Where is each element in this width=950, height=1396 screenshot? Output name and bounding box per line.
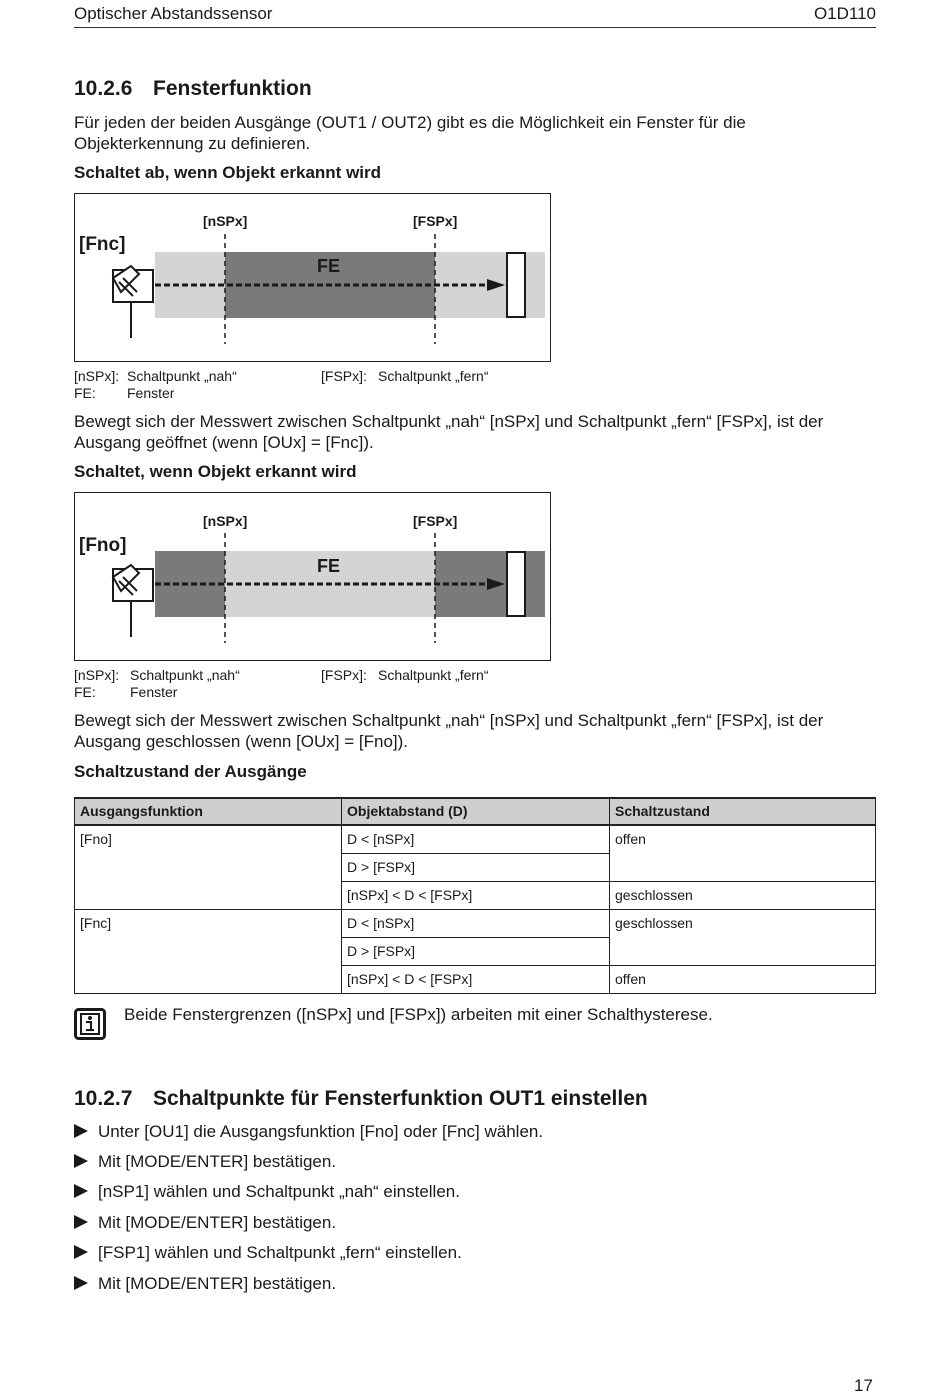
state-cell: offen: [610, 965, 876, 993]
section-number: 10.2.6: [74, 77, 133, 100]
target-object: [507, 253, 525, 317]
sensor-icon: [113, 266, 153, 338]
function-cell: [Fno]: [75, 825, 342, 909]
diagram-mode-label: [Fnc]: [79, 234, 126, 255]
near-switchpoint-label: [nSPx]: [203, 213, 248, 229]
legend-value: Schaltpunkt „nah“: [130, 667, 240, 683]
window-label: FE: [317, 556, 341, 576]
table-row: [75, 909, 876, 937]
state-cell: geschlossen: [610, 909, 876, 965]
step-text: Unter [OU1] die Ausgangsfunktion [Fno] oder [Fnc] wählen.: [98, 1122, 544, 1141]
step-arrow-icon: [74, 1124, 88, 1138]
legend-key: FE:: [74, 684, 96, 700]
step-text: Mit [MODE/ENTER] bestätigen.: [98, 1213, 337, 1232]
diagram-fnc: [74, 193, 551, 362]
switching-state-table: [74, 797, 876, 994]
step-arrow-icon: [74, 1184, 88, 1198]
target-object: [507, 552, 525, 616]
distance-cell: D > [FSPx]: [342, 853, 610, 881]
legend-value: Schaltpunkt „fern“: [378, 667, 489, 683]
step-arrow-icon: [74, 1245, 88, 1259]
far-switchpoint-label: [FSPx]: [413, 513, 458, 529]
step-text: [FSP1] wählen und Schaltpunkt „fern“ einstellen.: [98, 1243, 462, 1262]
state-cell: geschlossen: [610, 881, 876, 909]
section-title: Fensterfunktion: [153, 77, 312, 100]
header-doc-title: Optischer Abstandssensor: [74, 4, 273, 23]
sensor-icon: [113, 565, 153, 637]
diagram-fno: [74, 492, 551, 661]
legend-key: [FSPx]:: [321, 368, 367, 384]
legend-key: FE:: [74, 385, 96, 401]
distance-cell: [nSPx] < D < [FSPx]: [342, 965, 610, 993]
step-arrow-icon: [74, 1276, 88, 1290]
section-title: Schaltpunkte für Fensterfunktion OUT1 einstellen: [153, 1087, 648, 1110]
distance-cell: [nSPx] < D < [FSPx]: [342, 881, 610, 909]
subheading-fno: Schaltet, wenn Objekt erkannt wird: [74, 462, 357, 481]
legend-key: [FSPx]:: [321, 667, 367, 683]
distance-cell: D < [nSPx]: [342, 825, 610, 853]
hysteresis-note: Beide Fenstergrenzen ([nSPx] und [FSPx]) arbeiten mit einer Schalthysterese.: [124, 1005, 713, 1024]
subheading-fnc: Schaltet ab, wenn Objekt erkannt wird: [74, 163, 382, 182]
info-icon: [74, 1008, 106, 1040]
section-heading-set-switchpoints: [74, 1087, 648, 1111]
step-arrow-icon: [74, 1215, 88, 1229]
legend-value: Fenster: [130, 684, 178, 700]
column-header: Objektabstand (D): [342, 798, 610, 825]
state-cell: offen: [610, 825, 876, 881]
legend-key: [nSPx]:: [74, 368, 120, 384]
step-arrow-icon: [74, 1154, 88, 1168]
column-header: Schaltzustand: [610, 798, 876, 825]
section-heading-window-function: [74, 77, 312, 101]
subheading-switching-states: Schaltzustand der Ausgänge: [74, 762, 307, 781]
step-text: [nSP1] wählen und Schaltpunkt „nah“ einstellen.: [98, 1182, 460, 1201]
paragraph-fno-explanation: Bewegt sich der Messwert zwischen Schaltpunkt „nah“ [nSPx] und Schaltpunkt „fern“ [FSPx], ist der Ausgang geschlossen (wenn [OUx] = [Fno]).: [74, 711, 824, 751]
step-text: Mit [MODE/ENTER] bestätigen.: [98, 1152, 337, 1171]
paragraph-fnc-explanation: Bewegt sich der Messwert zwischen Schaltpunkt „nah“ [nSPx] und Schaltpunkt „fern“ [FSPx], ist der Ausgang geöffnet (wenn [OUx] = [Fnc]).: [74, 412, 824, 452]
intro-paragraph: Für jeden der beiden Ausgänge (OUT1 / OUT2) gibt es die Möglichkeit ein Fenster für die Objekterkennung zu definieren.: [74, 113, 746, 153]
section-number: 10.2.7: [74, 1087, 133, 1110]
function-cell: [Fnc]: [75, 909, 342, 993]
legend-value: Schaltpunkt „fern“: [378, 368, 489, 384]
window-label: FE: [317, 256, 341, 276]
table-row: [75, 825, 876, 853]
header-model-number: O1D110: [813, 4, 876, 23]
diagram-mode-label: [Fno]: [79, 535, 127, 556]
page-number: 17: [854, 1376, 873, 1395]
legend-key: [nSPx]:: [74, 667, 120, 683]
near-switchpoint-label: [nSPx]: [203, 513, 248, 529]
legend-value: Fenster: [127, 385, 175, 401]
header-divider: [74, 27, 876, 28]
distance-cell: D > [FSPx]: [342, 937, 610, 965]
far-switchpoint-label: [FSPx]: [413, 213, 458, 229]
distance-cell: D < [nSPx]: [342, 909, 610, 937]
column-header: Ausgangsfunktion: [75, 798, 342, 825]
legend-value: Schaltpunkt „nah“: [127, 368, 237, 384]
table-header-row: [75, 798, 876, 825]
step-text: Mit [MODE/ENTER] bestätigen.: [98, 1274, 337, 1293]
